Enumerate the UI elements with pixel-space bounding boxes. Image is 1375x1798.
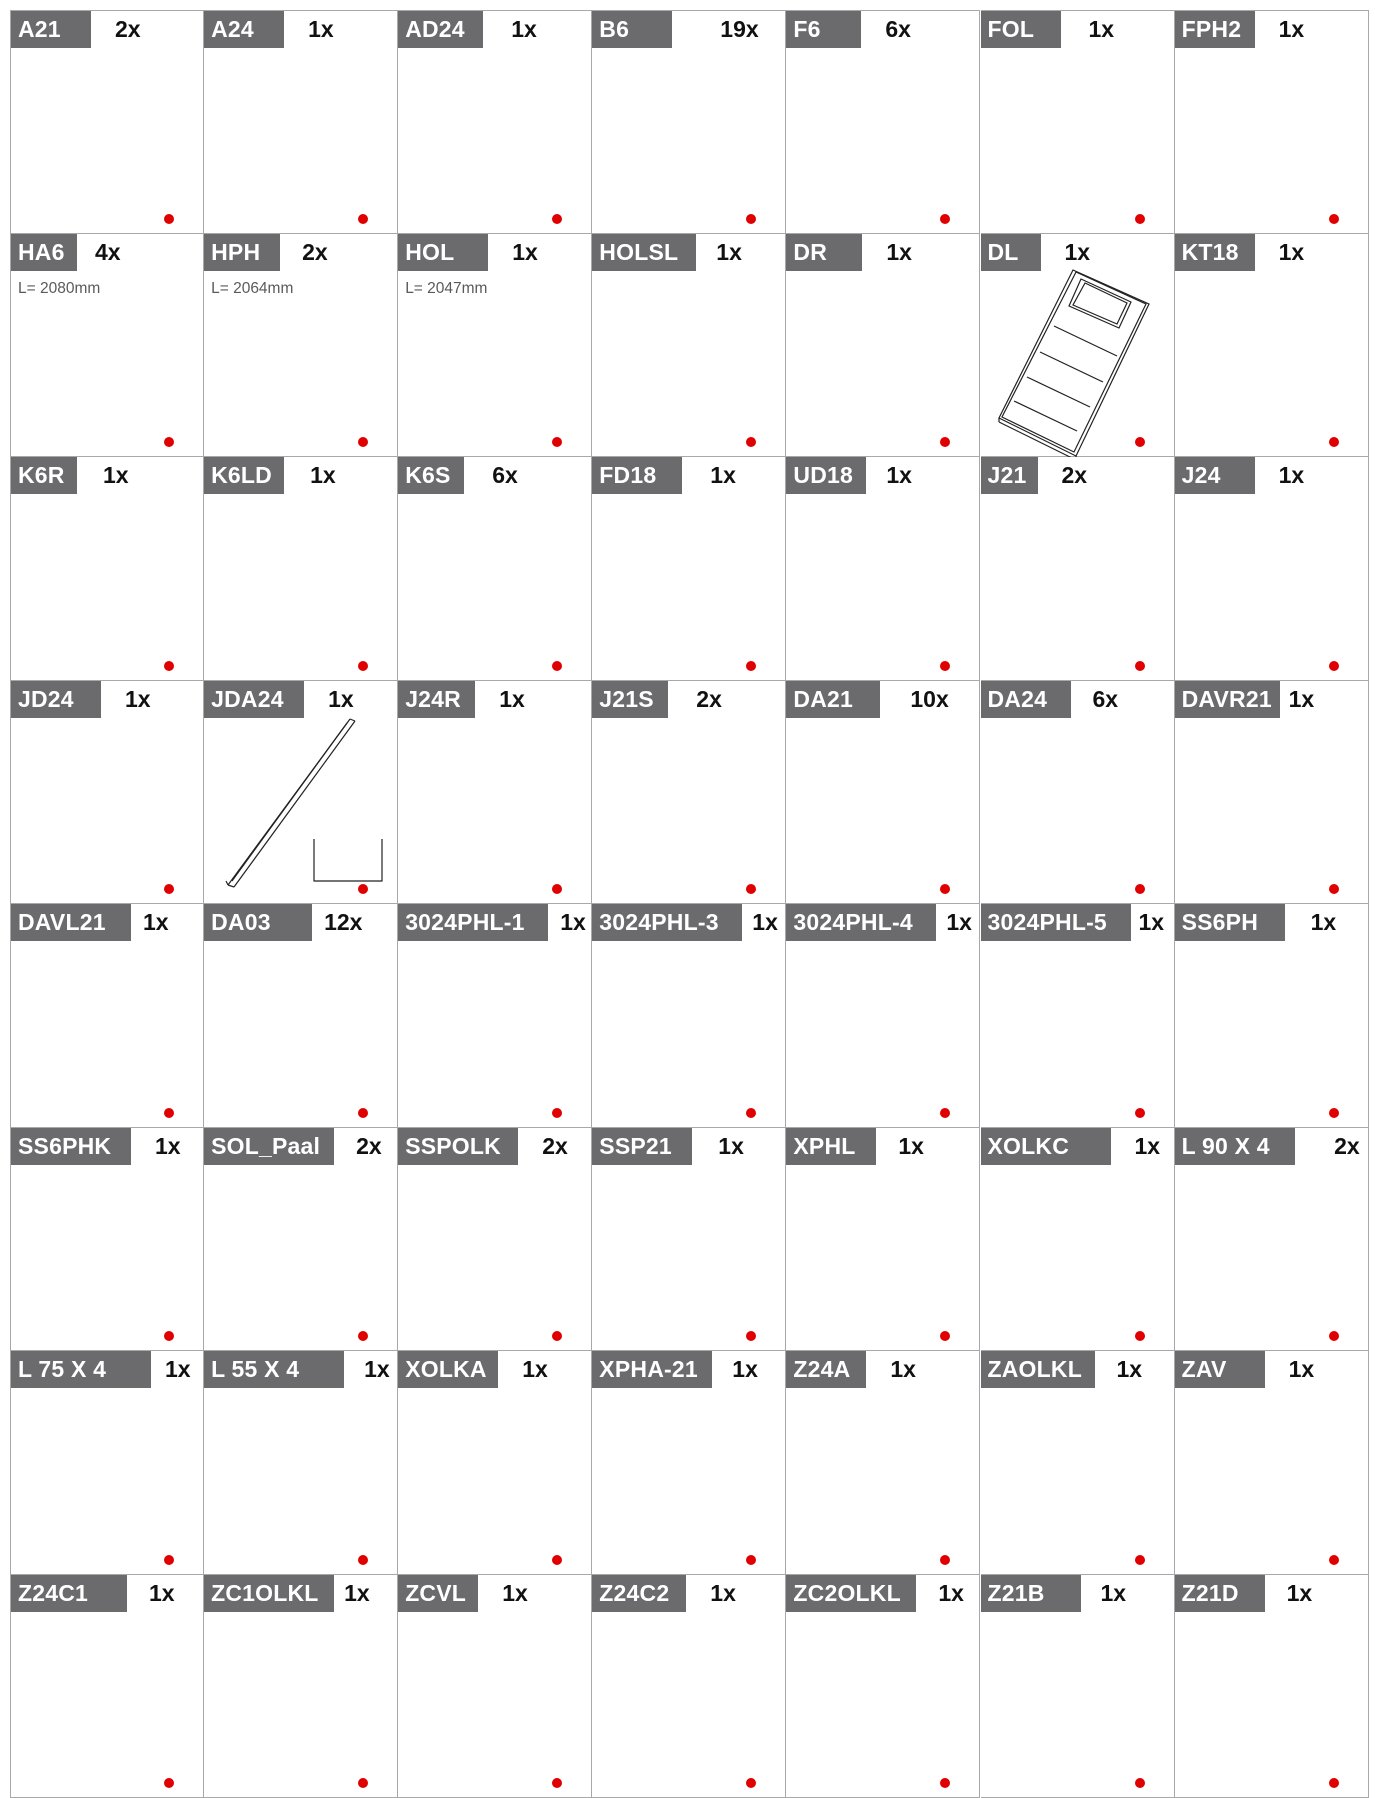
part-quantity: 1x: [149, 1575, 175, 1612]
part-cell-dl: [981, 234, 1175, 458]
part-code-label: JD24: [11, 681, 101, 718]
red-marker-dot: [552, 884, 562, 894]
part-quantity: 1x: [1287, 1575, 1313, 1612]
part-quantity: 1x: [364, 1351, 390, 1388]
part-cell-z21d: [1175, 1575, 1369, 1798]
part-cell-3024phl-4: [786, 904, 980, 1128]
red-marker-dot: [552, 1778, 562, 1788]
part-code-label: DR: [786, 234, 862, 271]
red-marker-dot: [1329, 1778, 1339, 1788]
part-code-label: HOLSL: [592, 234, 696, 271]
part-quantity: 1x: [732, 1351, 758, 1388]
part-quantity: 1x: [165, 1351, 191, 1388]
part-code-label: B6: [592, 11, 672, 48]
part-quantity: 2x: [1062, 457, 1088, 494]
red-marker-dot: [1135, 214, 1145, 224]
part-code-label: ZC2OLKL: [786, 1575, 916, 1612]
red-marker-dot: [1135, 1555, 1145, 1565]
part-code-label: K6R: [11, 457, 77, 494]
part-code-label: Z24C2: [592, 1575, 686, 1612]
part-cell-b6: [592, 10, 786, 234]
red-marker-dot: [940, 1108, 950, 1118]
part-code-label: DA03: [204, 904, 312, 941]
part-code-label: SOL_Paal: [204, 1128, 334, 1165]
part-quantity: 2x: [115, 11, 141, 48]
part-cell-xpha-21: [592, 1351, 786, 1575]
red-marker-dot: [1329, 884, 1339, 894]
part-cell-a24: [204, 10, 398, 234]
part-code-label: 3024PHL-1: [398, 904, 548, 941]
part-code-label: FD18: [592, 457, 682, 494]
part-cell-fd18: [592, 457, 786, 681]
part-quantity: 10x: [910, 681, 948, 718]
red-marker-dot: [358, 1778, 368, 1788]
red-marker-dot: [358, 661, 368, 671]
part-code-label: SSP21: [592, 1128, 692, 1165]
part-cell-davr21: [1175, 681, 1369, 905]
part-cell-a21: [10, 10, 204, 234]
part-cell-hol: [398, 234, 592, 458]
red-marker-dot: [1135, 884, 1145, 894]
part-cell-j24r: [398, 681, 592, 905]
part-cell-da24: [981, 681, 1175, 905]
part-code-label: K6S: [398, 457, 464, 494]
red-marker-dot: [1329, 1108, 1339, 1118]
red-marker-dot: [940, 1778, 950, 1788]
part-cell-zc2olkl: [786, 1575, 980, 1798]
red-marker-dot: [746, 1778, 756, 1788]
part-code-label: AD24: [398, 11, 483, 48]
red-marker-dot: [164, 1555, 174, 1565]
red-marker-dot: [1329, 437, 1339, 447]
part-code-label: Z21B: [981, 1575, 1081, 1612]
part-cell-xolka: [398, 1351, 592, 1575]
part-code-label: UD18: [786, 457, 866, 494]
part-cell-xphl: [786, 1128, 980, 1352]
parts-grid: [10, 10, 1369, 1789]
part-code-label: Z21D: [1175, 1575, 1265, 1612]
red-marker-dot: [1135, 1778, 1145, 1788]
part-quantity: 6x: [492, 457, 518, 494]
part-quantity: 1x: [1139, 904, 1165, 941]
part-quantity: 4x: [95, 234, 121, 271]
part-quantity: 1x: [103, 457, 129, 494]
part-cell-z21b: [981, 1575, 1175, 1798]
part-cell-j24: [1175, 457, 1369, 681]
part-cell-zav: [1175, 1351, 1369, 1575]
part-cell-da21: [786, 681, 980, 905]
part-quantity: 1x: [710, 457, 736, 494]
part-quantity: 2x: [1334, 1128, 1360, 1165]
part-code-label: SS6PH: [1175, 904, 1285, 941]
part-cell-j21s: [592, 681, 786, 905]
part-code-label: DL: [981, 234, 1041, 271]
part-cell-jda24: [204, 681, 398, 905]
part-cell-ss6phk: [10, 1128, 204, 1352]
part-code-label: ZAV: [1175, 1351, 1265, 1388]
part-quantity: 1x: [125, 681, 151, 718]
part-cell-dr: [786, 234, 980, 458]
part-quantity: 1x: [1135, 1128, 1161, 1165]
part-quantity: 1x: [946, 904, 972, 941]
red-marker-dot: [746, 1108, 756, 1118]
red-marker-dot: [1135, 1331, 1145, 1341]
part-code-label: 3024PHL-5: [981, 904, 1131, 941]
part-quantity: 1x: [328, 681, 354, 718]
part-code-label: 3024PHL-4: [786, 904, 936, 941]
part-cell-ad24: [398, 10, 592, 234]
part-cell-ud18: [786, 457, 980, 681]
part-quantity: 1x: [310, 457, 336, 494]
door-panel-drawing: [981, 234, 1175, 458]
red-marker-dot: [164, 1108, 174, 1118]
part-quantity: 1x: [710, 1575, 736, 1612]
part-code-label: A21: [11, 11, 91, 48]
red-marker-dot: [746, 661, 756, 671]
red-marker-dot: [552, 1331, 562, 1341]
part-code-label: K6LD: [204, 457, 284, 494]
red-marker-dot: [940, 1555, 950, 1565]
part-code-label: J24: [1175, 457, 1255, 494]
part-quantity: 6x: [1093, 681, 1119, 718]
red-marker-dot: [552, 661, 562, 671]
part-quantity: 1x: [718, 1128, 744, 1165]
part-cell-sspolk: [398, 1128, 592, 1352]
red-marker-dot: [746, 1331, 756, 1341]
part-code-label: F6: [786, 11, 861, 48]
part-quantity: 6x: [885, 11, 911, 48]
part-code-label: J21S: [592, 681, 668, 718]
part-quantity: 1x: [522, 1351, 548, 1388]
part-quantity: 2x: [542, 1128, 568, 1165]
part-cell-3024phl-5: [981, 904, 1175, 1128]
red-marker-dot: [746, 1555, 756, 1565]
part-code-label: A24: [204, 11, 284, 48]
part-quantity: 1x: [886, 457, 912, 494]
red-marker-dot: [746, 437, 756, 447]
part-code-label: XPHA-21: [592, 1351, 712, 1388]
red-marker-dot: [358, 1108, 368, 1118]
part-quantity: 1x: [1117, 1351, 1143, 1388]
part-cell-ssp21: [592, 1128, 786, 1352]
red-marker-dot: [164, 1778, 174, 1788]
red-marker-dot: [164, 1331, 174, 1341]
red-marker-dot: [358, 437, 368, 447]
part-cell-sol-paal: [204, 1128, 398, 1352]
part-quantity: 1x: [898, 1128, 924, 1165]
part-code-label: HPH: [204, 234, 280, 271]
part-quantity: 19x: [720, 11, 758, 48]
part-cell-l-90-x-4: [1175, 1128, 1369, 1352]
red-marker-dot: [358, 1331, 368, 1341]
red-marker-dot: [164, 661, 174, 671]
part-code-label: XOLKC: [981, 1128, 1111, 1165]
part-code-label: L 75 X 4: [11, 1351, 151, 1388]
part-code-label: ZCVL: [398, 1575, 478, 1612]
part-quantity: 1x: [511, 11, 537, 48]
part-code-label: XPHL: [786, 1128, 876, 1165]
part-code-label: L 90 X 4: [1175, 1128, 1295, 1165]
part-quantity: 1x: [1289, 1351, 1315, 1388]
part-code-label: DAVL21: [11, 904, 131, 941]
part-code-label: SS6PHK: [11, 1128, 131, 1165]
red-marker-dot: [1329, 1555, 1339, 1565]
red-marker-dot: [940, 1331, 950, 1341]
part-code-label: DA24: [981, 681, 1071, 718]
part-quantity: 1x: [155, 1128, 181, 1165]
part-code-label: HA6: [11, 234, 77, 271]
part-quantity: 1x: [752, 904, 778, 941]
red-marker-dot: [1329, 1331, 1339, 1341]
part-code-label: 3024PHL-3: [592, 904, 742, 941]
red-marker-dot: [164, 214, 174, 224]
red-marker-dot: [1329, 661, 1339, 671]
part-quantity: 1x: [512, 234, 538, 271]
part-code-label: L 55 X 4: [204, 1351, 344, 1388]
part-quantity: 1x: [1065, 234, 1091, 271]
part-quantity: 1x: [143, 904, 169, 941]
part-quantity: 12x: [324, 904, 362, 941]
part-cell-3024phl-3: [592, 904, 786, 1128]
part-quantity: 1x: [1311, 904, 1337, 941]
part-code-label: Z24C1: [11, 1575, 127, 1612]
part-cell-davl21: [10, 904, 204, 1128]
part-cell-zaolkl: [981, 1351, 1175, 1575]
part-cell-f6: [786, 10, 980, 234]
part-cell-zc1olkl: [204, 1575, 398, 1798]
part-cell-j21: [981, 457, 1175, 681]
red-marker-dot: [358, 1555, 368, 1565]
part-cell-k6s: [398, 457, 592, 681]
part-quantity: 1x: [890, 1351, 916, 1388]
part-code-label: FOL: [981, 11, 1061, 48]
part-quantity: 1x: [1101, 1575, 1127, 1612]
part-quantity: 2x: [302, 234, 328, 271]
part-code-label: ZAOLKL: [981, 1351, 1095, 1388]
part-cell-fol: [981, 10, 1175, 234]
part-quantity: 1x: [502, 1575, 528, 1612]
part-code-label: Z24A: [786, 1351, 866, 1388]
part-quantity: 1x: [1089, 11, 1115, 48]
part-quantity: 1x: [308, 11, 334, 48]
part-quantity: 1x: [560, 904, 586, 941]
part-cell-holsl: [592, 234, 786, 458]
part-code-label: DA21: [786, 681, 880, 718]
part-quantity: 2x: [356, 1128, 382, 1165]
red-marker-dot: [164, 437, 174, 447]
part-length: L= 2064mm: [211, 280, 293, 298]
part-code-label: SSPOLK: [398, 1128, 518, 1165]
part-cell-hph: [204, 234, 398, 458]
red-marker-dot: [552, 437, 562, 447]
part-cell-zcvl: [398, 1575, 592, 1798]
part-cell-k6ld: [204, 457, 398, 681]
part-cell-fph2: [1175, 10, 1369, 234]
part-cell-z24c2: [592, 1575, 786, 1798]
part-code-label: KT18: [1175, 234, 1255, 271]
part-code-label: DAVR21: [1175, 681, 1280, 718]
part-quantity: 1x: [1289, 681, 1315, 718]
channel-profile-drawing: [204, 681, 398, 905]
red-marker-dot: [552, 1555, 562, 1565]
part-cell-kt18: [1175, 234, 1369, 458]
part-quantity: 2x: [696, 681, 722, 718]
part-code-label: ZC1OLKL: [204, 1575, 334, 1612]
part-quantity: 1x: [886, 234, 912, 271]
part-cell-k6r: [10, 457, 204, 681]
red-marker-dot: [358, 214, 368, 224]
part-quantity: 1x: [344, 1575, 370, 1612]
part-cell-jd24: [10, 681, 204, 905]
part-cell-ha6: [10, 234, 204, 458]
red-marker-dot: [746, 884, 756, 894]
part-cell-ss6ph: [1175, 904, 1369, 1128]
part-quantity: 1x: [938, 1575, 964, 1612]
part-cell-da03: [204, 904, 398, 1128]
part-length: L= 2047mm: [405, 280, 487, 298]
red-marker-dot: [746, 214, 756, 224]
part-cell-xolkc: [981, 1128, 1175, 1352]
part-length: L= 2080mm: [18, 280, 100, 298]
part-code-label: J24R: [398, 681, 475, 718]
part-code-label: XOLKA: [398, 1351, 498, 1388]
part-quantity: 1x: [716, 234, 742, 271]
part-cell-3024phl-1: [398, 904, 592, 1128]
part-quantity: 1x: [1279, 457, 1305, 494]
red-marker-dot: [1135, 437, 1145, 447]
red-marker-dot: [1135, 661, 1145, 671]
red-marker-dot: [940, 661, 950, 671]
part-cell-l-75-x-4: [10, 1351, 204, 1575]
red-marker-dot: [940, 214, 950, 224]
red-marker-dot: [1135, 1108, 1145, 1118]
part-cell-l-55-x-4: [204, 1351, 398, 1575]
part-code-label: FPH2: [1175, 11, 1255, 48]
red-marker-dot: [940, 437, 950, 447]
part-quantity: 1x: [499, 681, 525, 718]
part-quantity: 1x: [1279, 234, 1305, 271]
part-code-label: J21: [981, 457, 1038, 494]
red-marker-dot: [552, 1108, 562, 1118]
red-marker-dot: [552, 214, 562, 224]
part-cell-z24c1: [10, 1575, 204, 1798]
red-marker-dot: [164, 884, 174, 894]
part-cell-z24a: [786, 1351, 980, 1575]
red-marker-dot: [940, 884, 950, 894]
part-code-label: JDA24: [204, 681, 304, 718]
part-code-label: HOL: [398, 234, 488, 271]
red-marker-dot: [1329, 214, 1339, 224]
part-quantity: 1x: [1279, 11, 1305, 48]
